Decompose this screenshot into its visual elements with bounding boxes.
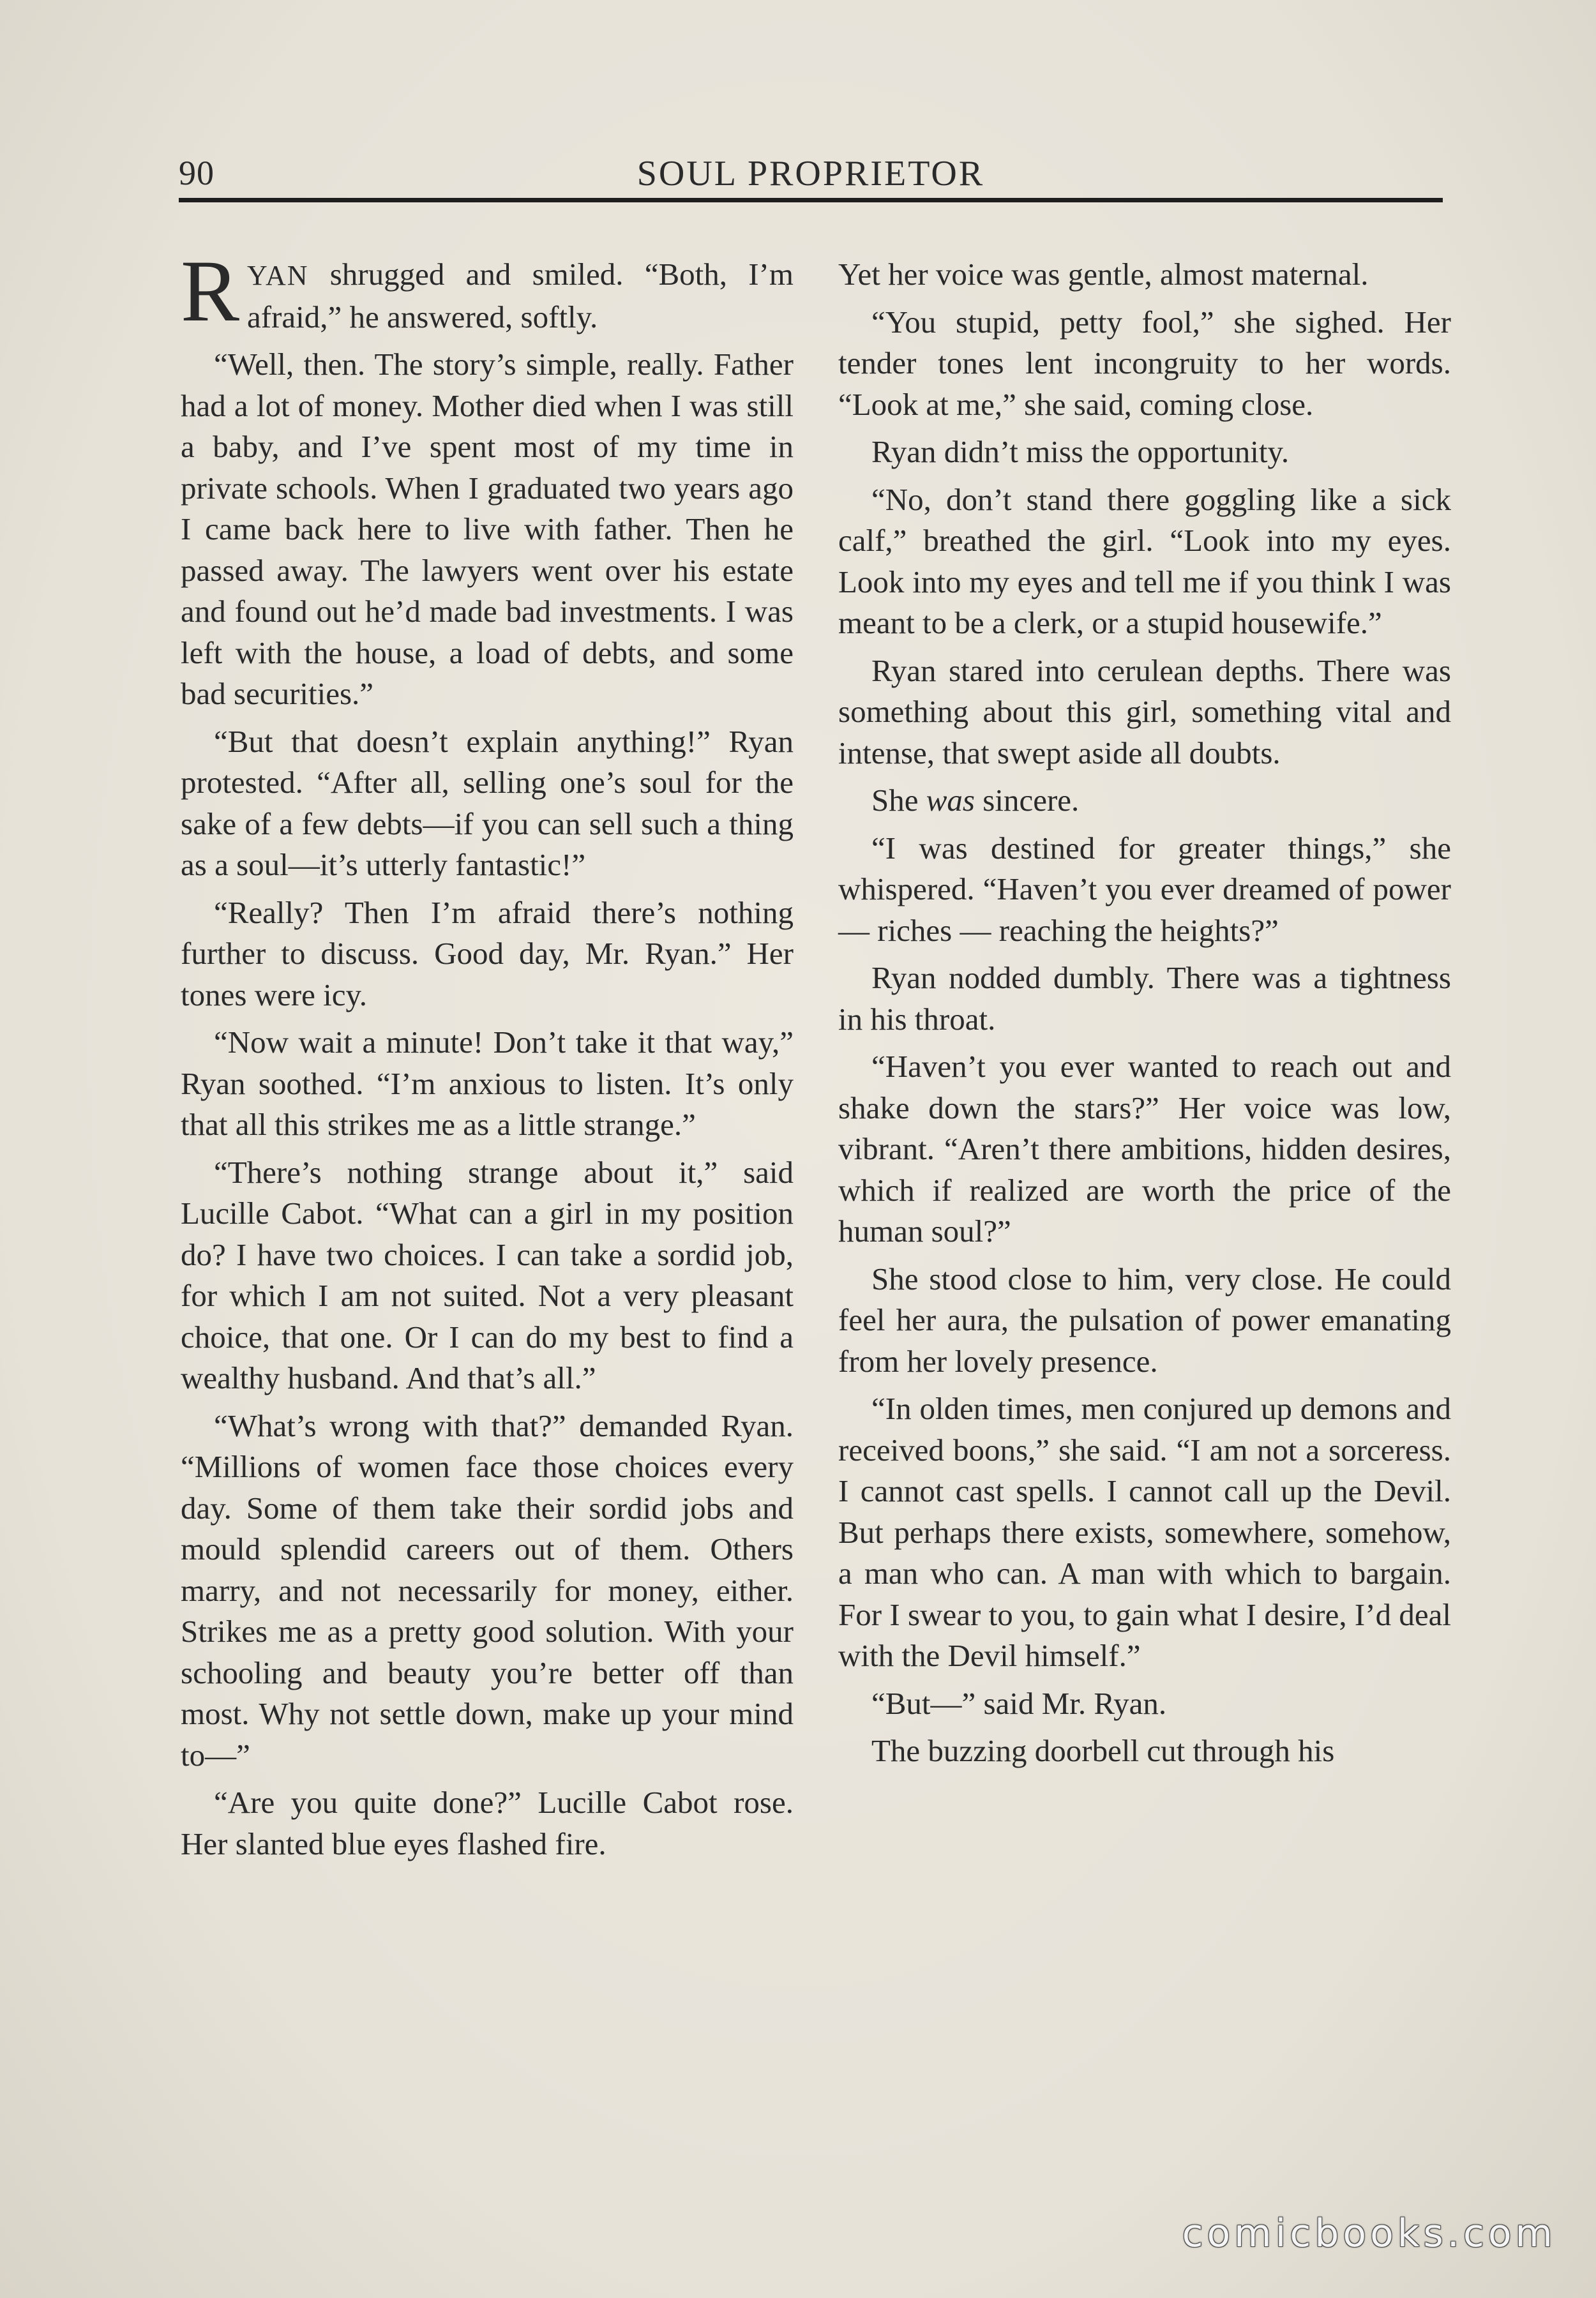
left-column xyxy=(181,242,794,1871)
header-rule xyxy=(179,198,1443,202)
paragraph xyxy=(181,242,794,340)
right-column xyxy=(838,254,1451,1778)
drop-cap: R xyxy=(181,242,240,340)
paragraph: Yet her voice was gentle, almost maternal. xyxy=(838,257,1369,292)
page-header xyxy=(179,148,1443,199)
page-number: 90 xyxy=(179,154,215,192)
paragraph-text: She xyxy=(871,783,926,818)
paragraph: Ryan nodded dumbly. There was a tightness in his throat. xyxy=(838,960,1451,1037)
paragraph-text: shrugged and smiled. “Both, I’m afraid,” he answered, softly. xyxy=(247,257,794,334)
paragraph: “But that doesn’t explain anything!” Ryan protested. “After all, selling one’s soul for the sake of a few debts—if you can sell such a thing as a soul—it’s utterly fantastic!” xyxy=(181,723,794,882)
paragraph: “I was destined for greater things,” she whispered. “Haven’t you ever dreamed of power — riches — reaching the heights?” xyxy=(838,830,1451,948)
paragraph: The buzzing doorbell cut through his xyxy=(871,1733,1335,1768)
paragraph: “No, don’t stand there goggling like a sick calf,” breathed the girl. “Look into my eyes. Look into my eyes and tell me if you think I was meant to be a clerk, or a stupid housewife.” xyxy=(838,481,1451,640)
running-title: SOUL PROPRIETOR xyxy=(636,154,985,193)
paragraph: “In olden times, men conjured up demons and received boons,” she said. “I am not a sorceress. I cannot cast spells. I cannot call up the Devil. But perhaps there exists, somewhere, somehow, a man who can. A man with which to bargain. For I swear to you, to gain what I desire, I’d deal with the Devil himself.” xyxy=(838,1391,1451,1673)
paragraph: “There’s nothing strange about it,” said Lucille Cabot. “What can a girl in my position do? I have two choices. I can take a sordid job, for which I am not suited. Not a very pleasant choice, that one. Or I can do my best to find a wealthy husband. And that’s all.” xyxy=(181,1154,794,1395)
paragraph: Ryan stared into cerulean depths. There was something about this girl, something vital and intense, that swept aside all doubts. xyxy=(838,652,1451,770)
paragraph: “Now wait a minute! Don’t take it that way,” Ryan soothed. “I’m anxious to listen. It’s only that all this strikes me as a little strange.” xyxy=(181,1025,794,1142)
paragraph: “Really? Then I’m afraid there’s nothing further to discuss. Good day, Mr. Ryan.” Her tones were icy. xyxy=(181,894,794,1012)
paragraph: “You stupid, petty fool,” she sighed. Her tender tones lent incongruity to her words. “Look at me,” she said, coming close. xyxy=(838,304,1451,422)
paragraph: “Well, then. The story’s simple, really. Father had a lot of money. Mother died when I was still a baby, and I’ve spent most of my time in private schools. When I graduated two years ago I came back here to live with father. Then he passed away. The lawyers went over his estate and found out he’d made bad investments. I was left with the house, a load of debts, and some bad securities.” xyxy=(181,347,794,711)
paragraph: “But—” said Mr. Ryan. xyxy=(871,1685,1167,1721)
paragraph: She stood close to him, very close. He could feel her aura, the pulsation of power emanating from her lovely presence. xyxy=(838,1261,1451,1379)
paragraph: “Are you quite done?” Lucille Cabot rose. Her slanted blue eyes flashed fire. xyxy=(181,1785,794,1861)
site-watermark: comicbooks.com xyxy=(1182,2211,1556,2256)
paragraph: “What’s wrong with that?” demanded Ryan. “Millions of women face those choices every day. Some of them take their sordid jobs and mould splendid careers out of them. Others marry, and not necessarily for money, either. Strikes me as a pretty good solution. With your schooling and beauty you’re better off than most. Why not settle down, make up your mind to—” xyxy=(181,1408,794,1773)
paragraph xyxy=(838,780,1451,822)
paragraph: “Haven’t you ever wanted to reach out and shake down the stars?” Her voice was low, vibrant. “Aren’t there ambitions, hidden desires, which if realized are worth the price of the human soul?” xyxy=(838,1049,1451,1249)
italic-word: was xyxy=(926,783,975,818)
small-caps-word: YAN xyxy=(247,260,309,291)
paragraph-text: sincere. xyxy=(975,783,1080,818)
paragraph: Ryan didn’t miss the opportunity. xyxy=(871,434,1290,469)
